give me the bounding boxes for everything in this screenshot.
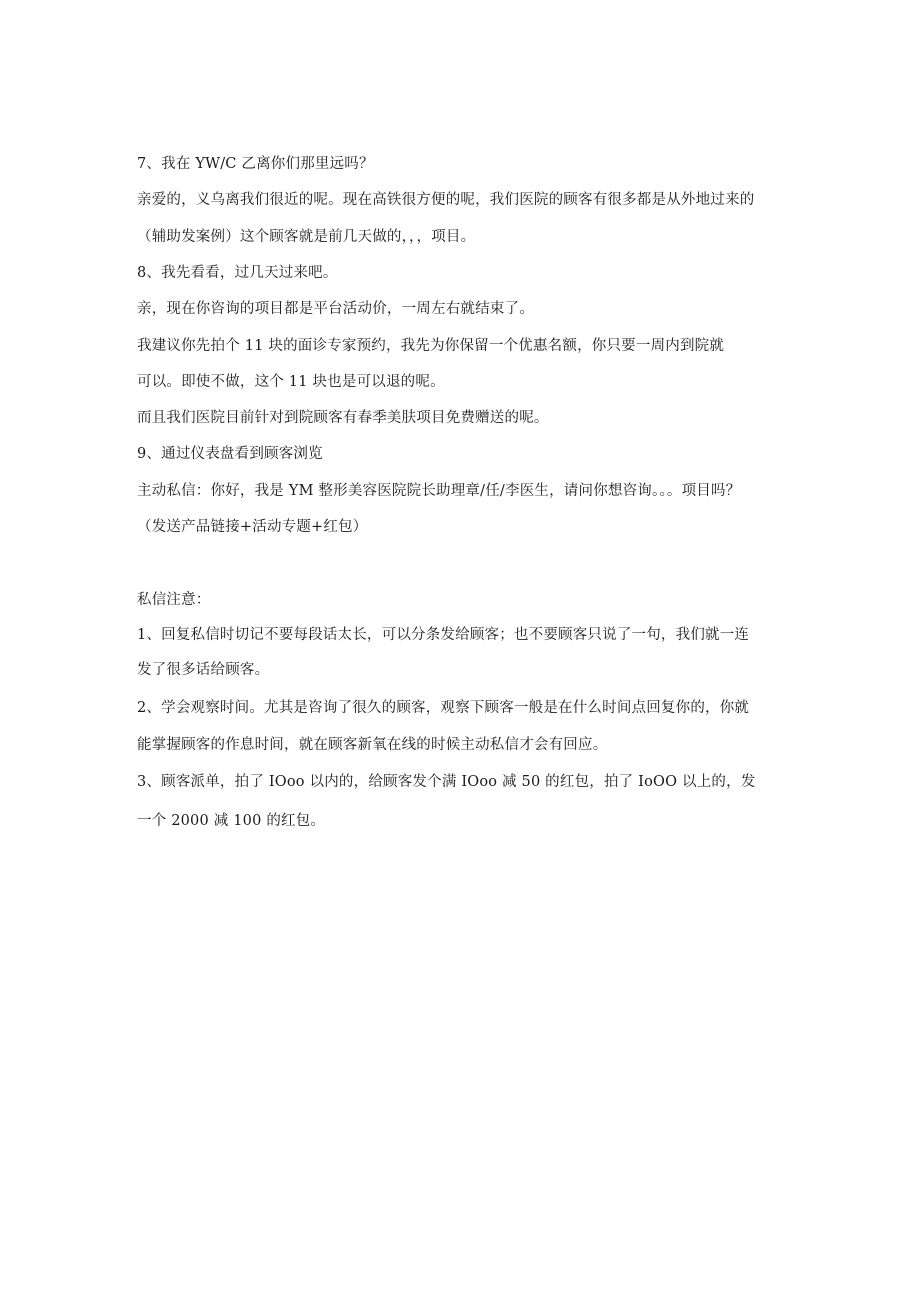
q9-answer-line-2: （发送产品链接+活动专题+红包） — [137, 519, 368, 535]
q7-question: 7、我在 YW/C 乙离你们那里远吗？ — [137, 156, 374, 172]
note-1-line-1: 1、回复私信时切记不要每段话太长，可以分条发给顾客；也不要顾客只说了一句，我们就一连 — [137, 627, 750, 643]
q8-answer-line-4: 而且我们医院目前针对到院顾客有春季美肤项目免费赠送的呢。 — [137, 410, 549, 426]
note-3-line-1: 3、顾客派单，拍了 IOoo 以内的，给顾客发个满 IOoo 减 50 的红包，拍了 IoOO 以上的，发 — [137, 774, 756, 790]
q7-answer-line-1: 亲爱的，义乌离我们很近的呢。现在高铁很方便的呢，我们医院的顾客有很多都是从外地过来的 — [137, 192, 755, 208]
q7-answer-line-2: （辅助发案例）这个顾客就是前几天做的，，，项目。 — [137, 229, 476, 245]
q8-question: 8、我先看看，过几天过来吧。 — [137, 265, 338, 281]
note-1-line-2: 发了很多话给顾客。 — [137, 662, 270, 678]
notes-heading: 私信注意： — [137, 592, 211, 608]
note-2-line-2: 能掌握顾客的作息时间，就在顾客新氧在线的时候主动私信才会有回应。 — [137, 737, 608, 753]
q9-answer-line-1: 主动私信：你好，我是 YM 整形美容医院院长助理章/任/李医生，请问你想咨询。。。项目吗？ — [137, 483, 741, 499]
q9-question: 9、通过仪表盘看到顾客浏览 — [137, 446, 323, 462]
q8-answer-line-3: 可以。即使不做，这个 11 块也是可以退的呢。 — [137, 374, 445, 390]
note-2-line-1: 2、学会观察时间。尤其是咨询了很久的顾客，观察下顾客一般是在什么时间点回复你的，你就 — [137, 700, 750, 716]
note-3-line-2: 一个 2000 减 100 的红包。 — [137, 813, 326, 829]
q8-answer-line-2: 我建议你先拍个 11 块的面诊专家预约，我先为你保留一个优惠名额，你只要一周内到院就 — [137, 338, 725, 354]
q8-answer-line-1: 亲，现在你咨询的项目都是平台活动价，一周左右就结束了。 — [137, 301, 534, 317]
